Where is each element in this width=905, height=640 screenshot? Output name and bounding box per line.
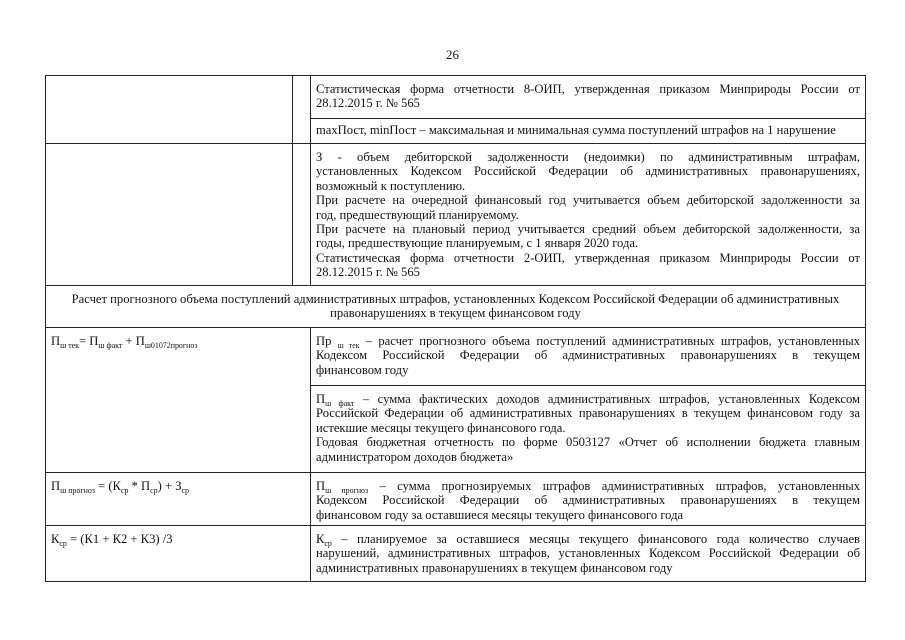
text-run: – расчет прогнозного объема поступлений административных штрафов, установленных — [359, 334, 860, 348]
formula-cell — [46, 328, 311, 473]
paragraph — [316, 251, 860, 280]
text-line: З - объем дебиторской задолженности (недоимки) по административным штрафам, — [316, 150, 860, 164]
text-line: 28.12.2015 г. № 565 — [316, 265, 420, 280]
empty-cell — [293, 76, 311, 144]
text-line: Расчет прогнозного объема поступлений административных штрафов, установленных Кодексом Российской Федерации об административных — [71, 292, 840, 306]
text-run: П — [316, 392, 326, 406]
subscript: ср — [150, 485, 158, 495]
subscript: ср — [181, 485, 189, 495]
subscript: ср — [120, 485, 129, 495]
subscript: ш01072прогноз — [144, 340, 198, 350]
table-row — [46, 526, 866, 582]
subscript: ср — [324, 538, 332, 548]
text-line — [316, 392, 860, 406]
text-line — [316, 479, 860, 493]
text-line: Кодексом Российской Федерации об административных правонарушениях в текущем — [316, 348, 860, 363]
text-line — [316, 532, 860, 546]
formula-cell — [46, 526, 311, 582]
text-line: При расчете на плановый период учитывается средний объем дебиторской задолженности, за — [316, 222, 860, 237]
formula-cell — [46, 473, 311, 526]
paragraph — [316, 222, 860, 251]
page-number: 26 — [446, 47, 459, 62]
text-run: П — [51, 334, 61, 348]
subscript: ср — [59, 538, 67, 548]
text-run: П — [51, 479, 61, 493]
text-line: административных правонарушениях в текущем финансовом году — [316, 560, 673, 575]
text-line — [316, 334, 860, 348]
text-line: правонарушениях в текущем финансовом году — [330, 306, 581, 321]
text-line: нарушений, административных штрафов, установленных Кодексом Российской Федерации об — [316, 546, 860, 561]
text-line: Российской Федерации об административных правонарушениях в текущем финансовом году за — [316, 406, 860, 421]
table-row — [46, 144, 866, 286]
text-run: П — [316, 479, 326, 493]
text-line: Годовая бюджетная отчетность по форме 0503127 «Отчет об исполнении бюджета главным — [316, 435, 860, 450]
text-run: ) + З — [157, 479, 182, 493]
text-line: администратором доходов бюджета» — [316, 449, 514, 464]
text-run: К — [51, 532, 60, 546]
empty-cell — [46, 144, 293, 286]
subscript: ш тек — [337, 340, 360, 350]
text-line: 28.12.2015 г. № 565 — [316, 96, 420, 111]
table-row — [46, 473, 866, 526]
text-line: Статистическая форма отчетности 2-ОИП, утвержденная приказом Минприроды России от — [316, 250, 860, 265]
paragraph — [316, 123, 860, 137]
description-cell — [311, 119, 866, 144]
text-line: При расчете на очередной финансовый год учитывается объем дебиторской задолженности за — [316, 193, 860, 208]
text-line: годы, предшествующие планируемым, с 1 января 2020 года. — [316, 236, 639, 251]
text-run: = (К — [94, 479, 121, 493]
subscript: ш факт — [98, 340, 123, 350]
text-line: maxПост, minПост – максимальная и минимальная сумма поступлений штрафов на 1 нарушение — [316, 123, 836, 137]
text-run: К — [316, 532, 325, 546]
empty-cell — [46, 76, 293, 144]
text-run: = П — [79, 334, 99, 348]
description-cell — [311, 328, 866, 386]
paragraph — [316, 193, 860, 222]
description-cell — [311, 76, 866, 119]
text-line: Кодексом Российской Федерации об административных правонарушениях в текущем — [316, 493, 860, 508]
text-run: + П — [122, 334, 145, 348]
text-run: Пр — [316, 334, 338, 348]
text-line: истекшие месяцы текущего финансового года. — [316, 420, 566, 435]
description-cell — [311, 473, 866, 526]
text-line: финансовом году за оставшиеся месяцы текущего финансового года — [316, 507, 684, 522]
text-run: – сумма фактических доходов административных штрафов, установленных Кодексом — [354, 392, 860, 406]
text-run: = (К1 + К2 + К3) /3 — [66, 532, 173, 546]
paragraph — [316, 532, 860, 575]
section-heading — [46, 286, 866, 328]
table-row — [46, 286, 866, 328]
text-line: установленных Кодексом Российской Федерации об административных правонарушениях, — [316, 164, 860, 179]
text-line: финансовом году — [316, 362, 409, 377]
text-line: возможный к поступлению. — [316, 178, 466, 193]
description-cell — [311, 526, 866, 582]
description-cell — [311, 386, 866, 473]
text-run: – сумма прогнозируемых штрафов административных штрафов, установленных — [368, 479, 861, 493]
empty-cell — [293, 144, 311, 286]
subscript: ш факт — [325, 398, 355, 408]
paragraph — [316, 392, 860, 435]
paragraph — [51, 292, 860, 321]
paragraph — [316, 82, 860, 111]
text-run: * П — [128, 479, 151, 493]
text-line: год, предшествующий планируемому. — [316, 207, 519, 222]
table-row — [46, 76, 866, 119]
methodology-table — [45, 75, 866, 582]
subscript: ш прогноз — [325, 485, 369, 495]
text-run: – планируемое за оставшиеся месяцы текущего финансового года количество случаев — [331, 532, 860, 546]
subscript: ш тек — [60, 340, 80, 350]
paragraph — [316, 150, 860, 193]
paragraph — [316, 435, 860, 464]
paragraph — [316, 479, 860, 522]
text-line: Статистическая форма отчетности 8-ОИП, утвержденная приказом Минприроды России от — [316, 82, 860, 96]
subscript: ш прогноз — [60, 485, 95, 495]
table-row — [46, 328, 866, 386]
description-cell — [311, 144, 866, 286]
paragraph — [316, 334, 860, 377]
